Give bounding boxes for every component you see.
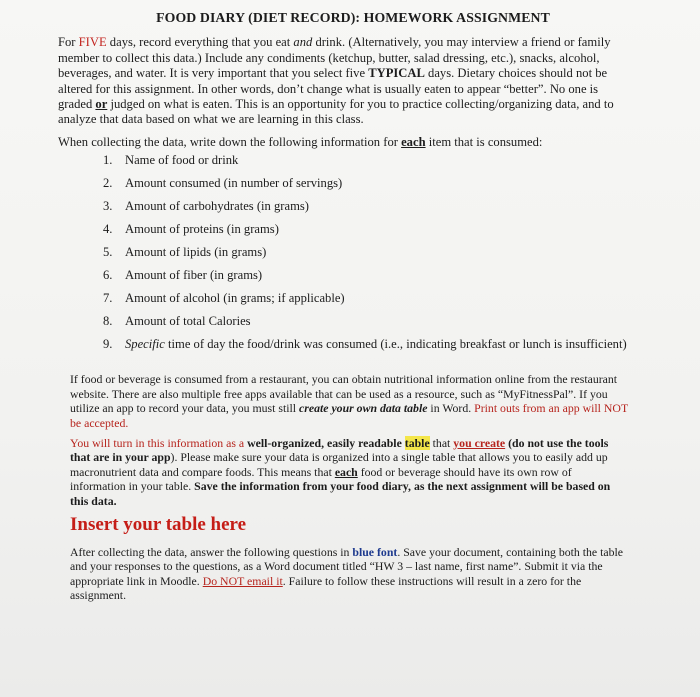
do-not-email-emphasis: Do NOT email it [202,573,283,588]
list-item-text: time of day the food/drink was consumed (i.e., indicating breakfast or lunch is insufficient) [164,337,627,352]
or-emphasis: or [95,97,108,112]
well-organized-emphasis: well-organized, easily readable [247,435,402,450]
list-number: 5. [103,245,113,260]
list-item-text: Amount of carbohydrates (in grams) [125,199,309,214]
table-highlight: table [404,435,430,450]
turnin-text: food or beverage should have its own row of information in your table. [70,464,572,494]
turn-in-paragraph [70,436,628,509]
data-items-list [58,153,628,372]
five-emphasis: FIVE [78,35,107,50]
turnin-text: ( [505,435,513,450]
each-emphasis: each [401,134,426,149]
collect-text: item that is consumed: [425,134,543,149]
list-number: 6. [103,268,113,283]
list-item-text: Amount of fiber (in grams) [125,268,263,283]
list-number: 9. [103,337,113,352]
after-text: After collecting the data, answer the following questions in [70,544,353,559]
list-item [58,268,628,291]
list-item-text: Amount consumed (in number of servings) [125,176,343,191]
list-item-text: Amount of proteins (in grams) [125,222,279,237]
specific-emphasis: Specific [125,337,165,352]
list-number: 1. [103,153,113,168]
collect-instructions [58,135,628,150]
page-title: FOOD DIARY (DIET RECORD): HOMEWORK ASSIGNMENT [156,10,550,25]
instructions-section [58,372,628,603]
list-number: 8. [103,314,113,329]
intro-text: days, record everything that you eat [106,35,294,50]
list-item [58,314,628,337]
list-number: 4. [103,222,113,237]
collect-text: When collecting the data, write down the following information for [58,134,402,149]
restaurant-text: If food or beverage is consumed from a restaurant, you can obtain nutritional information online from the restaurant website. There are also multiple free apps available that can be used as a resource, such as “MyFitnessPal”. If you utilize an app to record your data, you must still [70,372,618,416]
turnin-text: that [429,435,454,450]
restaurant-text: in Word. [427,401,475,416]
restaurant-paragraph [70,372,628,430]
blue-font-emphasis: blue font [352,544,398,559]
list-item-text: Amount of lipids (in grams) [125,245,267,260]
insert-table-heading: Insert your table here [70,513,247,535]
typical-emphasis: TYPICAL [368,66,425,81]
list-item [58,337,628,372]
list-number: 7. [103,291,113,306]
list-item [58,153,628,176]
document-body [58,10,628,608]
turnin-text: ). Please make sure your data is organized into a single table that allows you to easily add up macronutrient data and compare foods. This means that [70,450,608,479]
you-create-emphasis: you create [453,435,506,450]
after-collecting-paragraph [70,545,628,603]
and-emphasis: and [293,35,313,50]
list-item-text: Amount of alcohol (in grams; if applicable) [125,291,345,306]
list-item-text: Name of food or drink [125,153,239,168]
list-item-text: Amount of total Calories [125,314,251,329]
list-item [58,176,628,199]
list-item [58,199,628,222]
list-number: 3. [103,199,113,214]
list-number: 2. [103,176,113,191]
intro-text: For [58,35,79,50]
intro-text: days. Dietary choices should not be altered for this assignment. In other words, don’t change what is usually eaten to appear “better”. No one is graded [58,66,608,112]
each-emphasis: each [334,464,358,479]
save-information-emphasis: Save the information from your food diary, as the next assignment will be based on this data. [70,479,611,508]
list-item [58,222,628,245]
intro-text: drink. (Alternatively, you may interview a friend or family member to collect this data.) Include any condiments (ketchup, butter, salad dressing, etc.), snacks, alcohol, beverages, and water. It is very important that you select five [58,35,611,81]
intro-paragraph [58,35,628,127]
after-text: . Save your document, containing both the table and your responses to the questions, as a Word document titled “HW 3 – last name, first name”. Submit it via the appropriate link in Moodle. [70,544,624,588]
list-item [58,245,628,268]
create-table-emphasis: create your own data table [299,401,428,416]
turnin-text: You will turn in this information as a [70,435,248,450]
intro-text: judged on what is eaten. This is an opportunity for you to practice collecting/organizing data, and to analyze that data based on what we are learning in this class. [58,97,614,127]
after-text: . Failure to follow these instructions will result in a zero for the assignment. [70,573,582,603]
do-not-use-app-emphasis: do not use the tools that are in your app [70,435,609,465]
print-outs-warning: Print outs from an app will NOT be accepted. [70,401,628,431]
list-item [58,291,628,314]
